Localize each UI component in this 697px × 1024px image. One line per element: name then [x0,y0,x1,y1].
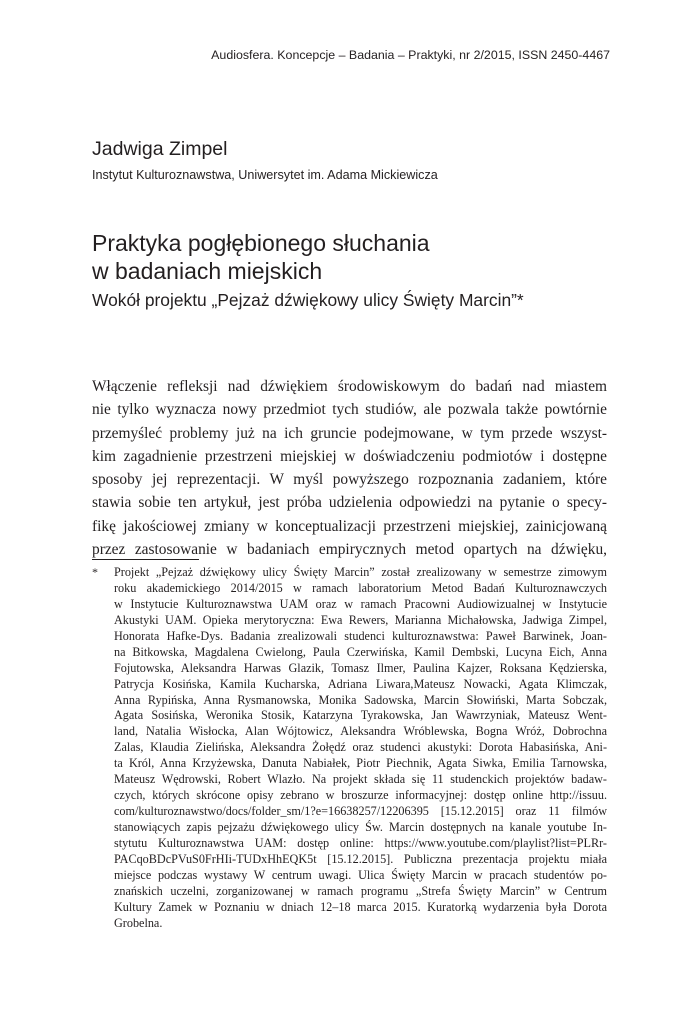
footnote-line: Grobelna. [114,915,163,930]
footnote-line: Patrycja Kosińska, Kamila Kucharska, Adriana Liwara,Mateusz Nowacki, Agata Klimczak, [114,676,607,691]
footnote-line: Akustyki UAM. Opieka merytoryczna: Ewa Rewers, Marianna Michałowska, Jadwiga Zimpel, [114,612,607,627]
footnote-line: Mateusz Wędrowski, Robert Wlazło. Na projekt składa się 11 studenckich projektów badaw- [114,772,607,787]
footnote-line: land, Natalia Wisłocka, Alan Wójtowicz, Aleksandra Wróblewska, Bogna Wróż, Dobrochna [114,724,607,739]
footnote-line: Kultury Zamek w Poznaniu w dniach 12–18 marca 2015. Kuratorką wydarzenia była Dorota [114,899,607,914]
title-line-2: w badaniach miejskich [92,258,323,284]
author-name: Jadwiga Zimpel [92,138,228,160]
footnote-line: znańskich uczelni, zorganizowanej w ramach programu „Strefa Święty Marcin” w Centrum [114,883,607,898]
footnote-line: Fojutowska, Aleksandra Harwas Glazik, Tomasz Ilmer, Paulina Kajzer, Roksana Kędzierska, [114,660,607,675]
body-line: nie tylko wyznacza nowy przedmiot tych studiów, ale pozwala także powtórnie [92,401,607,419]
body-paragraph [92,375,607,561]
body-line: sposoby jej reprezentacji. W myśl powyższego rozpoznania zadaniem, które [92,471,607,489]
body-line: przez zastosowanie w badaniach empirycznych metod opartych na dźwięku, [92,541,607,559]
footnote-line: com/kulturoznawstwo/docs/folder_sm/1?e=16638257/12206395 [15.12.2015] oraz 11 filmów [114,804,607,819]
footnote-line: Agata Sosińska, Weronika Stosik, Katarzyna Tyrakowska, Jan Wawrzyniak, Mateusz Went- [114,708,607,723]
footnote-line: Zalas, Klaudia Zielińska, Aleksandra Żołędź oraz studenci akustyki: Dorota Habasińska, Ani- [114,740,607,755]
article-title [92,229,430,285]
running-head: Audiosfera. Koncepcje – Badania – Praktyki, nr 2/2015, ISSN 2450-4467 [211,48,610,62]
footnote [114,565,607,932]
footnote-line: miejsce podczas wystawy W centrum uwagi. Ulica Święty Marcin w pracach studentów po- [114,867,607,882]
footnote-line: stanowiących zapis pejzażu dźwiękowego ulicy Św. Marcin dostępnych na kanale youtube In- [114,820,607,834]
footnote-line: Anna Rypińska, Anna Rysmanowska, Monika Sadowska, Marcin Słowiński, Marta Sobczak, [114,692,607,707]
footnote-separator [92,559,199,560]
footnote-line: w Instytucie Kulturoznawstwa UAM oraz w ramach Pracowni Audiowizualnej w Instytucie [114,596,607,611]
footnote-line: czych, których skrócone opisy zebrano w broszurze informacyjnej: dostęp online http://issuu. [114,788,607,803]
body-line: fikę jakościowej zmiany w konceptualizacji przestrzeni miejskiej, zainicjowaną [92,517,607,535]
footnote-line: Honorata Hafke-Dys. Badania zrealizowali studenci kulturoznawstwa: Paweł Barwinek, Joan- [114,628,607,643]
footnote-line: Projekt „Pejzaż dźwiękowy ulicy Święty Marcin” został zrealizowany w semestrze zimowym [114,565,607,579]
title-line-1: Praktyka pogłębionego słuchania [92,230,430,256]
footnote-line: roku akademickiego 2014/2015 w ramach laboratorium Metod Badań Kulturoznawczych [114,580,607,595]
author-affiliation: Instytut Kulturoznawstwa, Uniwersytet im. Adama Mickiewicza [92,168,438,182]
footnote-marker: * [92,565,98,579]
footnote-line: na Bitkowska, Magdalena Cwielong, Paula Czerwińska, Kamil Dembski, Lucyna Eich, Anna [114,644,607,659]
body-line: przemyśleć problemy już na ich gruncie podejmowane, w tym przede wszyst- [92,424,607,442]
footnote-line: ta Król, Anna Krzyżewska, Danuta Nabiałek, Piotr Piechnik, Agata Siwka, Emilia Tarnowska, [114,756,607,771]
body-line: Włączenie refleksji nad dźwiękiem środowiskowym do badań nad miastem [92,378,607,395]
body-line: kim zagadnienie przestrzeni miejskiej w doświadczeniu podmiotów i dostępne [92,447,607,465]
footnote-line: PACqoBDcPVuS0FrHIi-TUDxHhEQK5t [15.12.2015]. Publiczna prezentacja projektu miała [114,851,607,866]
footnote-line: stytutu Kulturoznawstwa UAM: dostęp online: https://www.youtube.com/playlist?list=PLRr- [114,835,607,850]
body-line: stawia sobie ten artykuł, jest próba udzielenia odpowiedzi na pytanie o specy- [92,494,607,512]
article-subtitle: Wokół projektu „Pejzaż dźwiękowy ulicy Święty Marcin”* [92,290,524,310]
